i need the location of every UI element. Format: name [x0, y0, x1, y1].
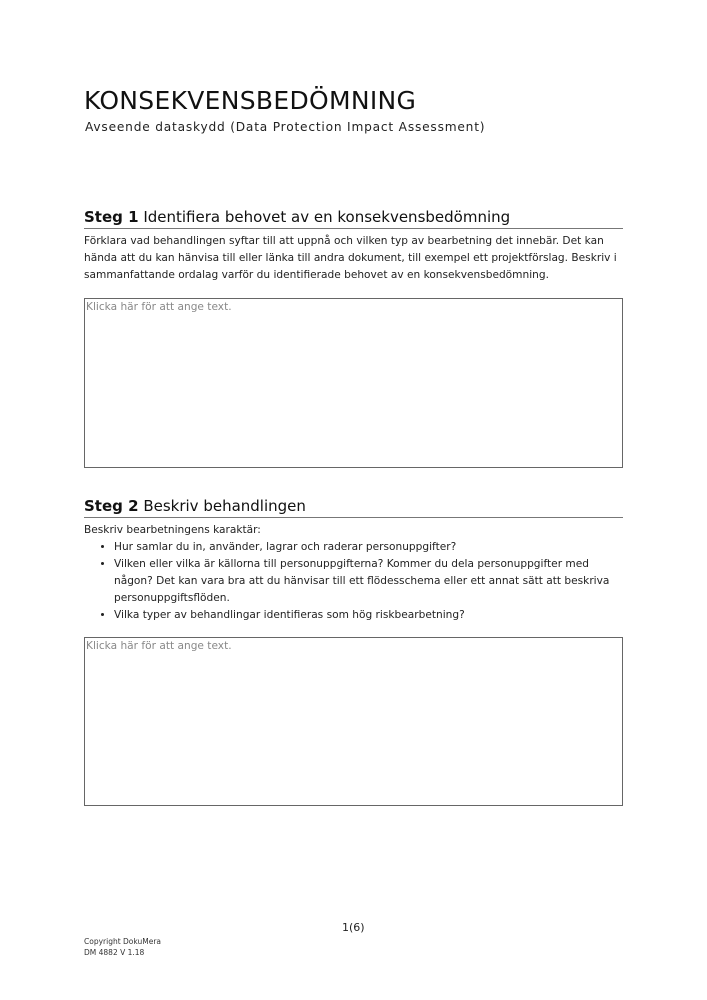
- bullet-item: • Hur samlar du in, använder, lagrar och raderar personuppgifter?: [114, 539, 624, 556]
- document-title: KONSEKVENSBEDÖMNING: [84, 86, 417, 115]
- step-2-intro: Beskriv bearbetningens karaktär:: [84, 524, 261, 536]
- bullet-item: • Vilken eller vilka är källorna till personuppgifterna? Kommer du dela personuppgifter med någon? Det kan vara bra att du hänvisar till ett flödesschema eller ett annat sätt att beskriva personuppgiftsflöden.: [114, 556, 624, 607]
- copyright-text: Copyright DokuMera: [84, 937, 162, 946]
- step-2-bullet-list: [84, 539, 624, 624]
- step-2-title: Beskriv behandlingen: [143, 497, 306, 515]
- step-2-label: Steg 2: [84, 497, 139, 515]
- step-2-placeholder: Klicka här för att ange text.: [86, 640, 232, 652]
- step-1-text-field[interactable]: [84, 298, 623, 468]
- document-subtitle: Avseende dataskydd (Data Protection Impact Assessment): [85, 120, 486, 134]
- step-2-text-field[interactable]: [84, 637, 623, 806]
- step-2-description: [84, 522, 624, 624]
- step-1-placeholder: Klicka här för att ange text.: [86, 301, 232, 313]
- bullet-item: • Vilka typer av behandlingar identifieras som hög riskbearbetning?: [114, 607, 624, 624]
- step-1-description: Förklara vad behandlingen syftar till att uppnå och vilken typ av bearbetning det innebär. Det kan hända att du kan hänvisa till eller länka till andra dokument, till exempel ett projektförslag. Beskriv i sammanfattande ordalag varför du identifierade behovet av en konsekvensbedömning.: [84, 235, 617, 281]
- document-version: DM 4882 V 1.18: [84, 948, 145, 957]
- page-number: 1(6): [342, 921, 365, 934]
- step-1-heading: [84, 208, 623, 229]
- step-1-label: Steg 1: [84, 208, 139, 226]
- step-2-heading: [84, 497, 623, 518]
- step-1-title: Identifiera behovet av en konsekvensbedömning: [143, 208, 511, 226]
